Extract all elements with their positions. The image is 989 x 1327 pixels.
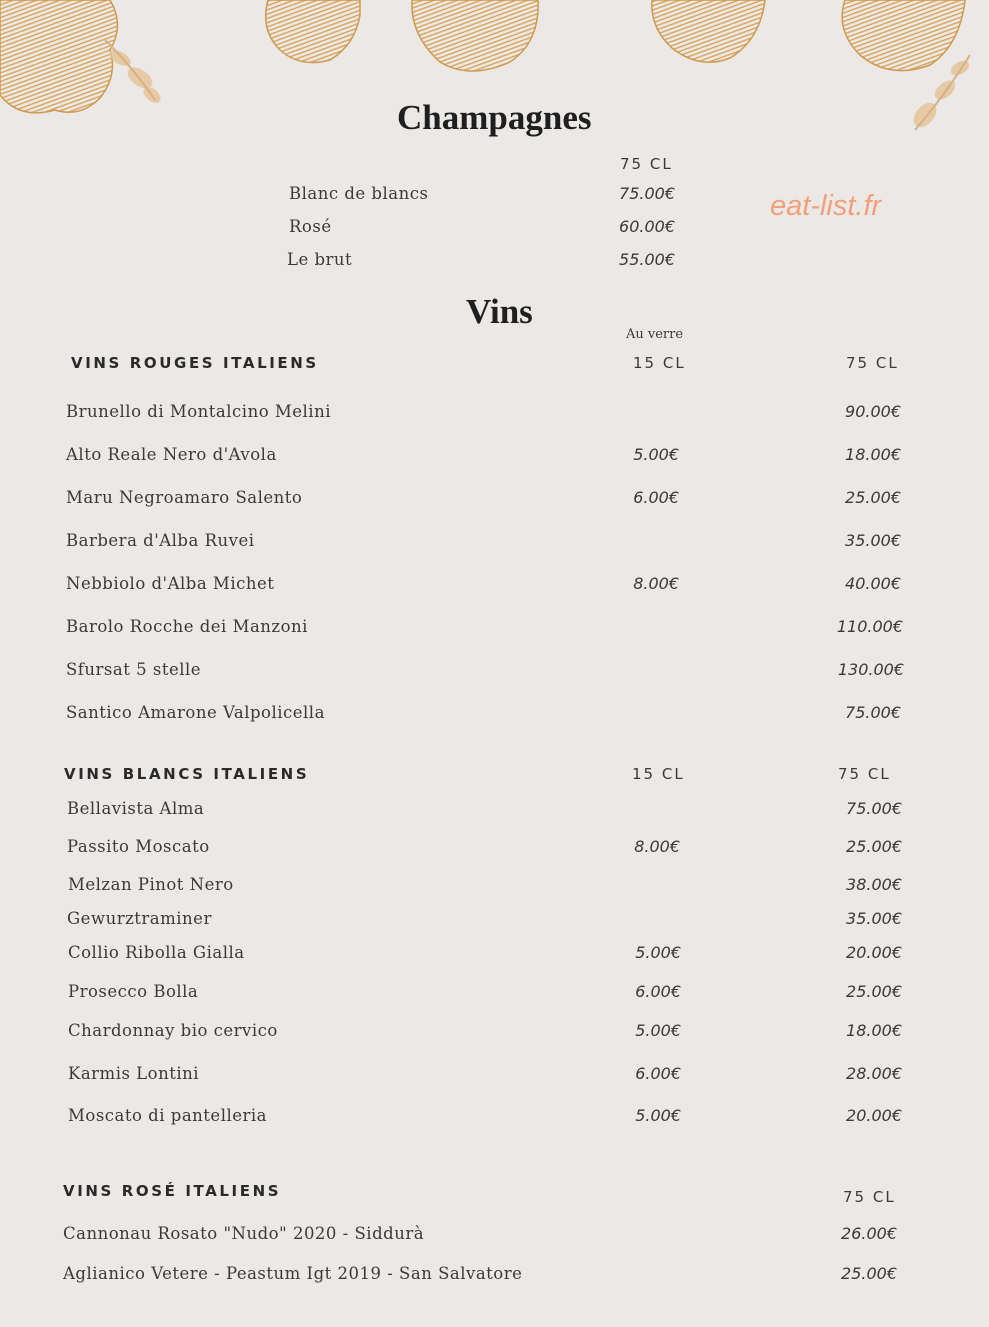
- bottle-price: 75.00€: [845, 703, 901, 722]
- section-header-rouges: VINS ROUGES ITALIENS: [71, 354, 319, 372]
- list-item: [0, 617, 989, 639]
- rouges-15cl-header: 15 CL: [633, 354, 686, 372]
- bottle-price: 25.00€: [841, 1264, 897, 1283]
- list-item: [0, 184, 989, 206]
- bottle-price: 75.00€: [619, 184, 675, 203]
- bottle-price: 26.00€: [841, 1224, 897, 1243]
- bottle-price: 28.00€: [846, 1064, 902, 1083]
- list-item: [0, 1106, 989, 1128]
- champagnes-75cl-header: 75 CL: [620, 155, 673, 173]
- section-header-roses: VINS ROSÉ ITALIENS: [63, 1182, 282, 1200]
- wine-name: Maru Negroamaro Salento: [66, 488, 303, 507]
- wine-name: Aglianico Vetere - Peastum Igt 2019 - San Salvatore: [63, 1264, 523, 1283]
- list-item: [0, 445, 989, 467]
- list-item: [0, 703, 989, 725]
- wine-name: Rosé: [289, 217, 332, 236]
- list-item: [0, 799, 989, 821]
- list-item: [0, 250, 989, 272]
- bottle-price: 18.00€: [846, 1021, 902, 1040]
- glass-price: 5.00€: [635, 943, 681, 962]
- wine-name: Le brut: [287, 250, 353, 269]
- wine-name: Bellavista Alma: [67, 799, 205, 818]
- bottle-price: 18.00€: [845, 445, 901, 464]
- wine-name: Prosecco Bolla: [68, 982, 199, 1001]
- glass-price: 6.00€: [635, 1064, 681, 1083]
- section-header-blancs: VINS BLANCS ITALIENS: [64, 765, 310, 783]
- roses-75cl-header: 75 CL: [843, 1188, 896, 1206]
- list-item: [0, 1264, 989, 1286]
- bottle-price: 130.00€: [837, 660, 904, 679]
- vins-title: Vins: [466, 292, 533, 331]
- list-item: [0, 488, 989, 510]
- list-item: [0, 909, 989, 931]
- list-item: [0, 574, 989, 596]
- list-item: [0, 1064, 989, 1086]
- glass-price: 8.00€: [633, 574, 679, 593]
- wine-name: Gewurztraminer: [67, 909, 212, 928]
- wine-name: Barbera d'Alba Ruvei: [66, 531, 255, 550]
- blancs-15cl-header: 15 CL: [632, 765, 685, 783]
- wine-name: Melzan Pinot Nero: [68, 875, 234, 894]
- bottle-price: 20.00€: [846, 1106, 902, 1125]
- blancs-75cl-header: 75 CL: [838, 765, 891, 783]
- wine-name: Passito Moscato: [67, 837, 210, 856]
- list-item: [0, 402, 989, 424]
- glass-price: 6.00€: [633, 488, 679, 507]
- wine-name: Barolo Rocche dei Manzoni: [66, 617, 308, 636]
- bottle-price: 40.00€: [845, 574, 901, 593]
- wine-name: Collio Ribolla Gialla: [68, 943, 245, 962]
- glass-price: 8.00€: [634, 837, 680, 856]
- list-item: [0, 217, 989, 239]
- au-verre-label: Au verre: [626, 327, 684, 342]
- glass-price: 5.00€: [635, 1021, 681, 1040]
- bottle-price: 60.00€: [619, 217, 675, 236]
- bottle-price: 90.00€: [845, 402, 901, 421]
- wine-name: Chardonnay bio cervico: [68, 1021, 278, 1040]
- bottle-price: 110.00€: [836, 617, 903, 636]
- wine-name: Brunello di Montalcino Melini: [66, 402, 331, 421]
- bottle-price: 35.00€: [846, 909, 902, 928]
- list-item: [0, 1224, 989, 1246]
- bottle-price: 25.00€: [846, 837, 902, 856]
- glass-price: 5.00€: [635, 1106, 681, 1125]
- bottle-price: 25.00€: [846, 982, 902, 1001]
- watermark: eat-list.fr: [770, 190, 882, 222]
- rouges-75cl-header: 75 CL: [846, 354, 899, 372]
- glass-price: 5.00€: [633, 445, 679, 464]
- wine-name: Santico Amarone Valpolicella: [66, 703, 325, 722]
- list-item: [0, 875, 989, 897]
- list-item: [0, 660, 989, 682]
- glass-price: 6.00€: [635, 982, 681, 1001]
- list-item: [0, 531, 989, 553]
- wine-name: Nebbiolo d'Alba Michet: [66, 574, 275, 593]
- wine-name: Cannonau Rosato "Nudo" 2020 - Siddurà: [63, 1224, 425, 1243]
- list-item: [0, 982, 989, 1004]
- wine-name: Sfursat 5 stelle: [66, 660, 202, 679]
- wine-name: Karmis Lontini: [68, 1064, 200, 1083]
- list-item: [0, 943, 989, 965]
- wine-name: Alto Reale Nero d'Avola: [66, 445, 277, 464]
- bottle-price: 55.00€: [619, 250, 675, 269]
- bottle-price: 25.00€: [845, 488, 901, 507]
- list-item: [0, 1021, 989, 1043]
- wine-name: Blanc de blancs: [289, 184, 429, 203]
- bottle-price: 35.00€: [845, 531, 901, 550]
- bottle-price: 75.00€: [846, 799, 902, 818]
- bottle-price: 38.00€: [846, 875, 902, 894]
- wine-name: Moscato di pantelleria: [68, 1106, 268, 1125]
- champagnes-title: Champagnes: [397, 98, 592, 137]
- bottle-price: 20.00€: [846, 943, 902, 962]
- list-item: [0, 837, 989, 859]
